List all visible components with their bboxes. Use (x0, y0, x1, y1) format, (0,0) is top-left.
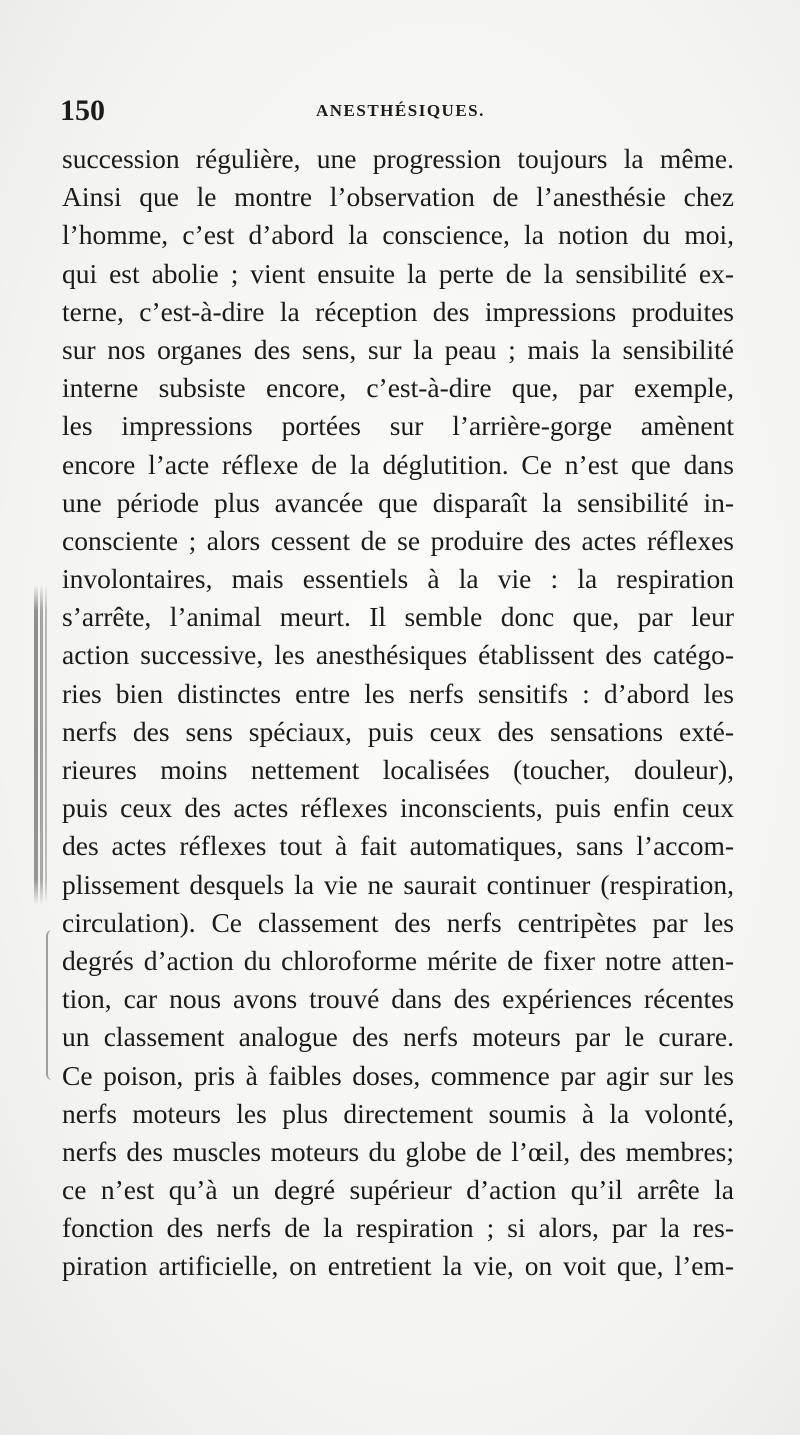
text-line: degrés d’action du chloroforme mérite de fixer notre atten- (62, 944, 734, 976)
text-line: s’arrête, l’animal meurt. Il semble donc que, par leur (62, 601, 734, 633)
text-line: Ainsi que le montre l’observation de l’anesthésie chez (62, 181, 734, 213)
text-line: tion, car nous avons trouvé dans des expériences récentes (62, 983, 734, 1015)
text-line: plissement desquels la vie ne saurait continuer (respiration, (62, 868, 734, 900)
text-line: consciente ; alors cessent de se produire des actes réflexes (62, 524, 734, 556)
margin-bracket-mark (46, 930, 60, 1080)
text-line: circulation). Ce classement des nerfs centripètes par les (62, 906, 734, 938)
text-line: succession régulière, une progression toujours la même. (62, 143, 734, 174)
text-line: terne, c’est-à-dire la réception des impressions produites (62, 295, 734, 327)
text-line: piration artificielle, on entretient la vie, on voit que, l’em- (62, 1250, 734, 1282)
text-line: interne subsiste encore, c’est-à-dire que, par exemple, (62, 372, 734, 404)
margin-pencil-mark (30, 585, 52, 905)
text-line: nerfs des muscles moteurs du globe de l’œil, des membres; (62, 1135, 734, 1167)
text-line: fonction des nerfs de la respiration ; si alors, par la res- (62, 1212, 734, 1244)
text-line: des actes réflexes tout à fait automatiques, sans l’accom- (62, 830, 734, 862)
text-line: les impressions portées sur l’arrière-gorge amènent (62, 410, 734, 442)
text-line: puis ceux des actes réflexes inconscients, puis enfin ceux (62, 792, 734, 824)
text-line: involontaires, mais essentiels à la vie : la respiration (62, 563, 734, 595)
text-line: nerfs des sens spéciaux, puis ceux des sensations exté- (62, 715, 734, 747)
text-line: une période plus avancée que disparaît la sensibilité in- (62, 486, 734, 518)
running-title: ANESTHÉSIQUES. (316, 101, 485, 120)
text-line: action successive, les anesthésiques établissent des catégo- (62, 639, 734, 671)
text-line: ce n’est qu’à un degré supérieur d’action qu’il arrête la (62, 1174, 734, 1206)
text-line: un classement analogue des nerfs moteurs par le curare. (62, 1021, 734, 1053)
text-line: sur nos organes des sens, sur la peau ; mais la sensibilité (62, 333, 734, 365)
page-number: 150 (60, 94, 105, 127)
text-line: Ce poison, pris à faibles doses, commence par agir sur les (62, 1059, 734, 1091)
text-line: nerfs moteurs les plus directement soumis à la volonté, (62, 1097, 734, 1129)
text-line: encore l’acte réflexe de la déglutition. Ce n’est que dans (62, 448, 734, 480)
text-line: qui est abolie ; vient ensuite la perte de la sensibilité ex- (62, 257, 734, 289)
body-text (62, 140, 734, 1286)
text-line: ries bien distinctes entre les nerfs sensitifs : d’abord les (62, 677, 734, 709)
text-line: l’homme, c’est d’abord la conscience, la notion du moi, (62, 219, 734, 251)
text-line: rieures moins nettement localisées (toucher, douleur), (62, 754, 734, 785)
